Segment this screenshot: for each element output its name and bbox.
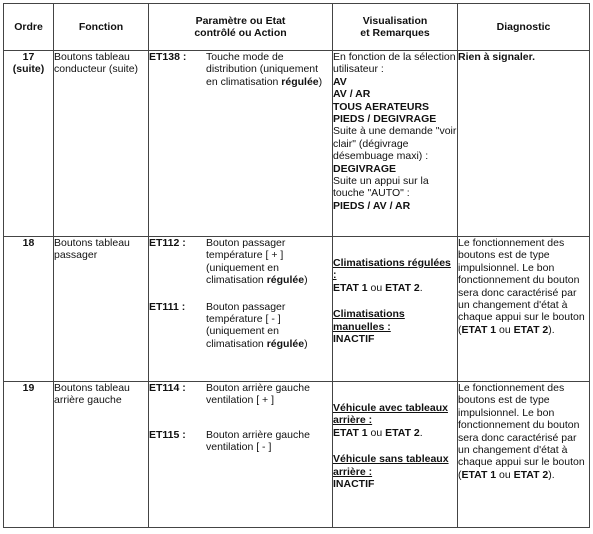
row17-ordre-suite: (suite) — [12, 63, 45, 76]
row18-ordre: 18 — [4, 237, 54, 382]
row18-param-et111 — [149, 301, 332, 351]
row19-param-et115 — [149, 429, 332, 454]
row17-ordre — [4, 51, 54, 237]
param-text: Bouton arrière gauche ventilation [ + ] — [206, 382, 310, 407]
row19-parametre — [149, 382, 333, 528]
row17-ordre-num: 17 — [22, 51, 35, 63]
row18-param-et112 — [149, 237, 332, 287]
row17-diagnostic: Rien à signaler. — [458, 51, 590, 237]
row18-parametre — [149, 237, 333, 382]
header-visualisation-line1: Visualisation — [362, 14, 428, 27]
visu-block-manuelles — [333, 308, 457, 345]
header-parametre — [149, 4, 333, 51]
param-code: ET111 : — [149, 300, 186, 313]
param-code: ET114 : — [149, 382, 186, 394]
visu-line: TOUS AERATEURS — [333, 100, 430, 113]
row19-fonction: Boutons tableau arrière gauche — [54, 382, 149, 528]
visu-line: Suite à une demande "voir clair" (dégivrage désembuage maxi) : — [333, 125, 457, 163]
row17-visualisation — [333, 51, 458, 237]
param-text: Bouton arrière gauche ventilation [ - ] — [206, 428, 310, 454]
visu-block-regulees — [333, 257, 457, 294]
header-parametre-line1: Paramètre ou Etat — [195, 14, 286, 27]
table-row-19 — [4, 382, 590, 528]
visu-value: ETAT 1 ou ETAT 2. — [333, 426, 423, 439]
visu-line: DEGIVRAGE — [333, 162, 397, 175]
visu-line: PIEDS / DEGIVRAGE — [333, 113, 437, 126]
param-text: Touche mode de distribution (uniquement en climatisation régulée) — [206, 51, 323, 88]
param-text: Bouton passager température [ + ] (uniquement en climatisation régulée) — [206, 237, 308, 287]
visu-value: INACTIF — [333, 333, 375, 346]
visu-block-avec — [333, 402, 457, 439]
row19-ordre: 19 — [4, 382, 54, 528]
visu-value: ETAT 1 ou ETAT 2. — [333, 281, 423, 294]
visu-line: AV — [333, 75, 347, 88]
visu-line: En fonction de la sélection utilisateur : — [333, 51, 456, 76]
row19-param-et114 — [149, 382, 332, 407]
table-row-18 — [4, 237, 590, 382]
header-ordre: Ordre — [4, 4, 54, 51]
param-code: ET138 : — [149, 51, 187, 63]
row18-diagnostic: Le fonctionnement des boutons est de type impulsionnel. Le bon fonctionnement du bouton sera donc caractérisé par un changement d'état à chaque appui sur le bouton (ETAT 1 ou ETAT 2). — [458, 237, 590, 382]
visu-title: Véhicule sans tableaux arrière : — [333, 453, 449, 478]
visu-title: Climatisations manuelles : — [333, 308, 405, 333]
row18-visualisation — [333, 237, 458, 382]
param-text: Bouton passager température [ - ] (uniquement en climatisation régulée) — [206, 300, 308, 350]
visu-title: Climatisations régulées : — [333, 257, 451, 282]
param-code: ET112 : — [149, 237, 186, 249]
row19-diagnostic: Le fonctionnement des boutons est de type impulsionnel. Le bon fonctionnement du bouton sera donc caractérisé par un changement d'état à chaque appui sur le bouton (ETAT 1 ou ETAT 2). — [458, 382, 590, 528]
header-visualisation-line2: et Remarques — [360, 27, 430, 39]
visu-line: Suite un appui sur la touche "AUTO" : — [333, 175, 429, 200]
header-diagnostic: Diagnostic — [458, 4, 590, 51]
visu-line: AV / AR — [333, 88, 371, 101]
row17-parametre — [149, 51, 333, 237]
param-code: ET115 : — [149, 428, 186, 441]
row18-fonction: Boutons tableau passager — [54, 237, 149, 382]
header-row — [4, 4, 590, 51]
header-visualisation — [333, 4, 458, 51]
row19-visualisation — [333, 382, 458, 528]
row17-param-et138 — [149, 51, 332, 88]
visu-block-sans — [333, 453, 457, 490]
visu-title: Véhicule avec tableaux arrière : — [333, 402, 448, 427]
visu-line: PIEDS / AV / AR — [333, 199, 411, 212]
diagnostic-table — [3, 3, 590, 528]
header-fonction: Fonction — [54, 4, 149, 51]
row17-fonction: Boutons tableau conducteur (suite) — [54, 51, 149, 237]
table-row-17 — [4, 51, 590, 237]
visu-value: INACTIF — [333, 478, 375, 491]
header-parametre-line2: contrôlé ou Action — [194, 27, 287, 39]
